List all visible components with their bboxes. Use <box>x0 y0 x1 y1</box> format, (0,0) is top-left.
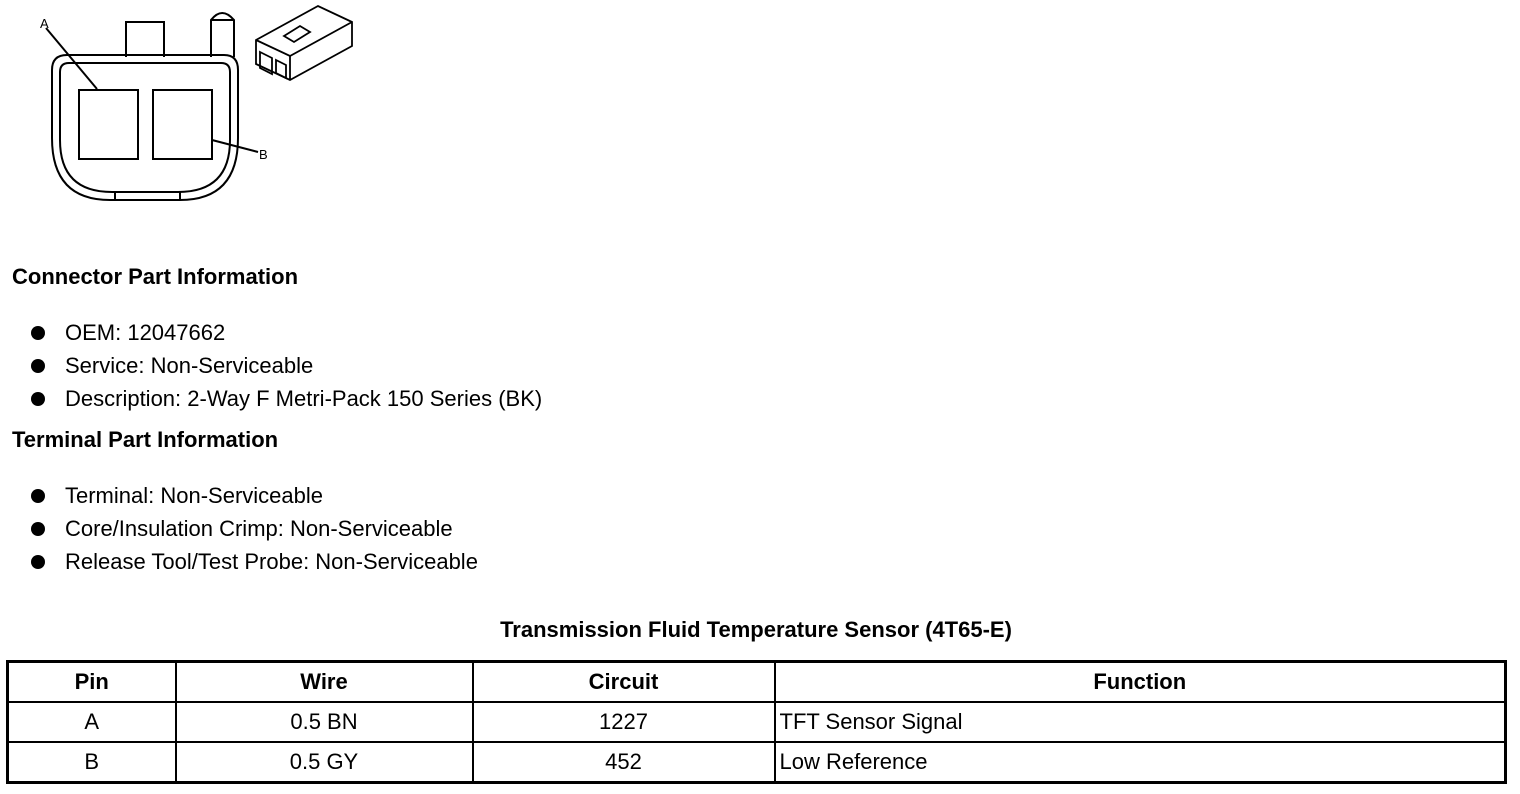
cell-function: Low Reference <box>775 742 1506 783</box>
pin-b-label: B <box>259 147 268 162</box>
bullet-icon <box>31 359 45 373</box>
bullet-icon <box>31 326 45 340</box>
cell-wire: 0.5 GY <box>176 742 473 783</box>
connector-part-info-list <box>28 316 542 415</box>
list-item: Description: 2-Way F Metri-Pack 150 Series (BK) <box>28 382 542 415</box>
header-circuit: Circuit <box>473 662 775 703</box>
bullet-icon <box>31 555 45 569</box>
table-title: Transmission Fluid Temperature Sensor (4T65-E) <box>500 617 1012 642</box>
table-header-row <box>8 662 1506 703</box>
connector-part-info-heading: Connector Part Information <box>12 264 299 289</box>
list-item: Service: Non-Serviceable <box>28 349 542 382</box>
header-pin: Pin <box>8 662 176 703</box>
header-wire: Wire <box>176 662 473 703</box>
bullet-icon <box>31 392 45 406</box>
table-row <box>8 742 1506 783</box>
pin-table <box>6 660 1507 784</box>
header-function: Function <box>775 662 1506 703</box>
pin-a-label: A <box>40 16 49 31</box>
bullet-icon <box>31 489 45 503</box>
cell-function: TFT Sensor Signal <box>775 702 1506 742</box>
cell-wire: 0.5 BN <box>176 702 473 742</box>
table-row <box>8 702 1506 742</box>
cell-circuit: 452 <box>473 742 775 783</box>
list-item: Terminal: Non-Serviceable <box>28 479 478 512</box>
connector-isometric-view <box>256 6 352 80</box>
cell-circuit: 1227 <box>473 702 775 742</box>
terminal-part-info-heading: Terminal Part Information <box>12 427 279 452</box>
cell-pin: B <box>8 742 176 783</box>
cell-pin: A <box>8 702 176 742</box>
bullet-icon <box>31 522 45 536</box>
list-item: Core/Insulation Crimp: Non-Serviceable <box>28 512 478 545</box>
list-item: OEM: 12047662 <box>28 316 542 349</box>
terminal-part-info-list <box>28 479 478 578</box>
connector-diagram <box>0 0 380 215</box>
list-item: Release Tool/Test Probe: Non-Serviceable <box>28 545 478 578</box>
